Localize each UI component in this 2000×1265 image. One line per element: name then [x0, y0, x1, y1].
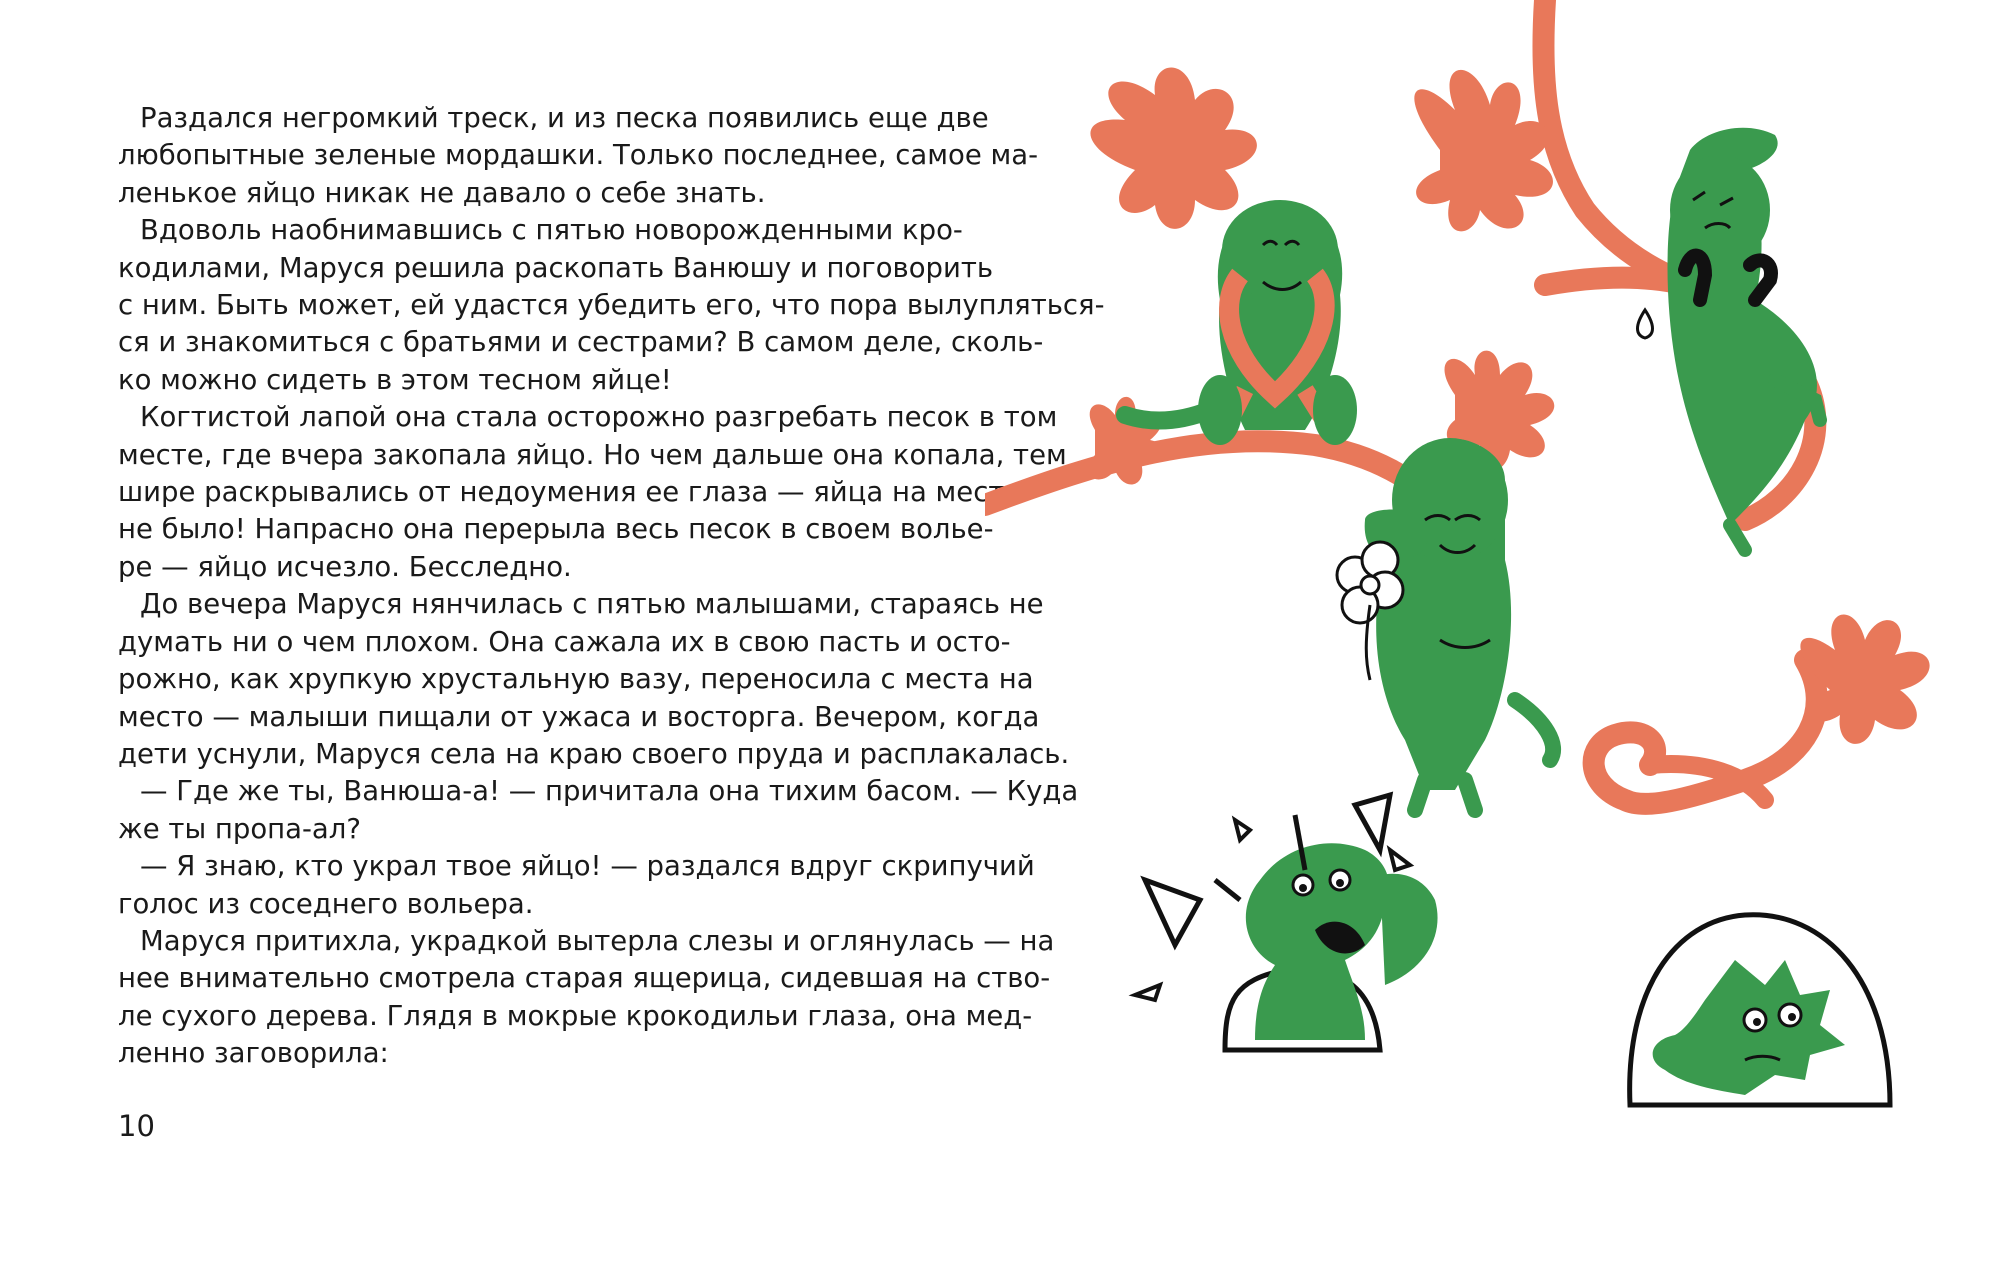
text-line: любопытные зеленые мордашки. Только последнее, самое ма- — [118, 139, 1039, 172]
text-line: месте, где вчера закопала яйцо. Но чем дальше она копала, тем — [118, 438, 1067, 471]
text-line: шире раскрывались от недоумения ее глаза — яйца на месте — [118, 476, 1022, 509]
crocodile-sitting-icon — [1125, 200, 1357, 445]
page-number: 10 — [118, 1109, 155, 1143]
text-line: Вдоволь наобнимавшись с пятью новорожденными кро- — [140, 214, 963, 247]
text-line: ленно заговорила: — [118, 1037, 389, 1070]
text-line: ко можно сидеть в этом тесном яйце! — [118, 363, 672, 396]
lizard-dome-icon — [1630, 915, 1890, 1105]
text-line: ся и знакомиться с братьями и сестрами? В самом деле, сколь- — [118, 326, 1044, 359]
text-line: До вечера Маруся нянчилась с пятью малышами, стараясь не — [140, 588, 1044, 621]
text-line: место — малыши пищали от ужаса и восторга. Вечером, когда — [118, 700, 1040, 733]
story-text — [118, 100, 1105, 1073]
text-line: же ты пропа-ал? — [118, 812, 361, 845]
text-line: с ним. Быть может, ей удастся убедить его, что пора вылупляться- — [118, 289, 1105, 322]
text-line: голос из соседнего вольера. — [118, 887, 534, 920]
text-line: думать ни о чем плохом. Она сажала их в свою пасть и осто- — [118, 625, 1011, 658]
text-line: кодилами, Маруся решила раскопать Ванюшу и поговорить — [118, 251, 994, 284]
text-line: нее внимательно смотрела старая ящерица, сидевшая на ство- — [118, 962, 1051, 995]
text-line: Раздался негромкий треск, и из песка появились еще две — [140, 102, 989, 134]
text-line: рожно, как хрупкую хрустальную вазу, переносила с места на — [118, 663, 1034, 696]
text-line: дети уснули, Маруся села на краю своего пруда и расплакалась. — [118, 737, 1070, 770]
text-line: Когтистой лапой она стала осторожно разгребать песок в том — [140, 401, 1058, 434]
illustration — [985, 0, 2000, 1265]
crocodile-flower-icon — [1365, 438, 1553, 810]
text-line: ленькое яйцо никак не давало о себе знать. — [118, 176, 766, 209]
text-line: ле сухого дерева. Глядя в мокрые крокодильи глаза, она мед- — [118, 999, 1033, 1032]
text-line: Маруся притихла, украдкой вытерла слезы и оглянулась — на — [140, 924, 1055, 957]
text-line: не было! Напрасно она перерыла весь песок в своем волье- — [118, 513, 994, 546]
text-line: — Где же ты, Ванюша-а! — причитала она тихим басом. — Куда — [140, 775, 1079, 808]
text-line: — Я знаю, кто украл твое яйцо! — раздался вдруг скрипучий — [140, 850, 1035, 883]
crocodile-hatching-icon — [1135, 795, 1438, 1050]
text-line: ре — яйцо исчезло. Бесследно. — [118, 550, 572, 583]
